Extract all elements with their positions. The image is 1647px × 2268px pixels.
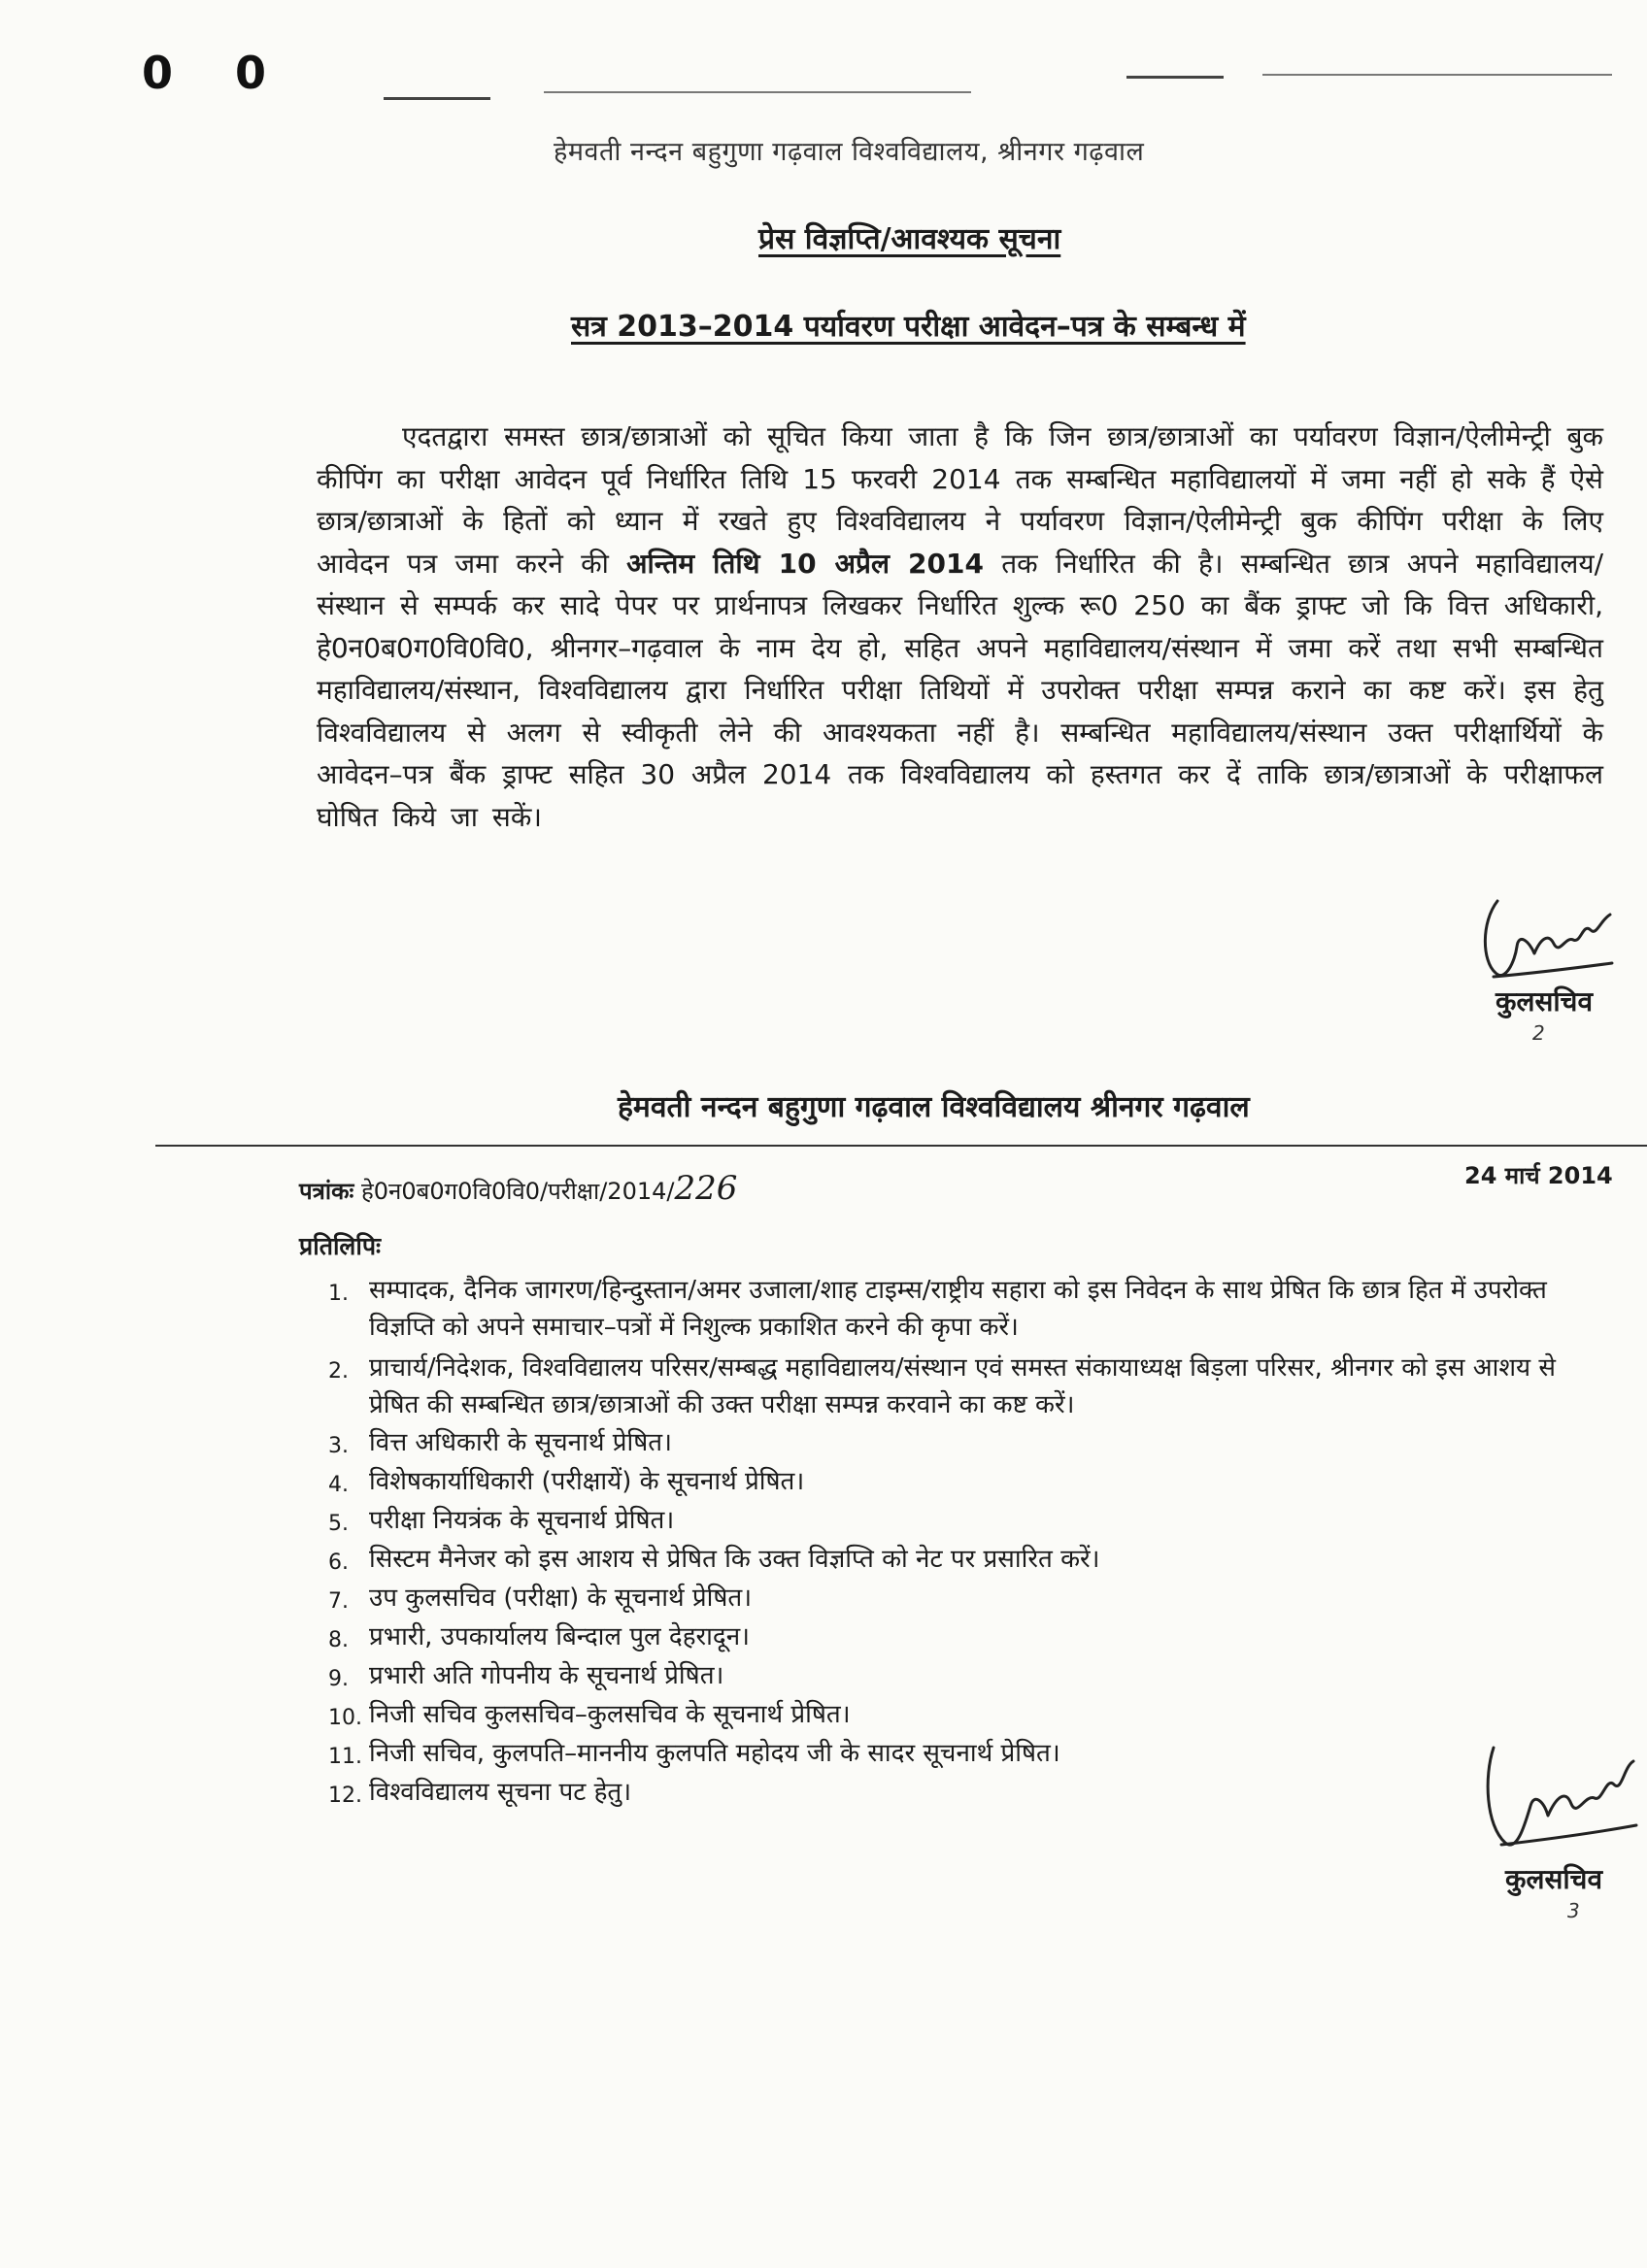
list-item xyxy=(330,1501,1612,1540)
body-text-part-2: तक निर्धारित की है। सम्बन्धित छात्र अपने महाविद्यालय/संस्थान से सम्पर्क कर सादे पेपर पर प्रार्थनापत्र लिखकर निर्धारित शुल्क रू0 250 का बैंक ड्राफ्ट जो कि वित्त अधिकारी, हे0न0ब0ग0वि0वि0, श्रीनगर–गढ़वाल के नाम देय हो, सहित अपने महाविद्यालय/संस्थान में जमा करें तथा सभी सम्बन्धित महाविद्यालय/संस्थान, विश्वविद्यालय द्वारा निर्धारित परीक्षा तिथियों में उपरोक्त परीक्षा सम्पन्न कराने का कष्ट करें। इस हेतु विश्वविद्यालय से अलग से स्वीकृती लेने की आवश्यकता नहीं है। सम्बन्धित महाविद्यालय/संस्थान उक्त परीक्षार्थियों के आवेदन–पत्र बैंक ड्राफ्ट सहित 30 अप्रैल 2014 तक विश्वविद्यालय को हस्तगत कर दें ताकि छात्र/छात्राओं के परीक्षाफल घोषित किये जा सकें। xyxy=(317,547,1604,833)
list-item-text: प्रभारी अति गोपनीय के सूचनार्थ प्रेषित। xyxy=(369,1661,724,1690)
scan-mark xyxy=(384,97,490,100)
list-item-number: 10. xyxy=(328,1706,362,1730)
reference-number-handwritten: 226 xyxy=(674,1169,738,1208)
list-item-number: 12. xyxy=(328,1784,362,1808)
list-item xyxy=(330,1579,1612,1618)
reference-line xyxy=(299,1169,737,1208)
copies-heading: प्रतिलिपिः xyxy=(299,1232,382,1260)
registrar-signature-1 xyxy=(1476,893,1622,990)
reference-label: पत्रांकः xyxy=(299,1178,354,1205)
signature-mark-1: 2 xyxy=(1532,1021,1545,1045)
reference-code: हे0न0ब0ग0वि0वि0/परीक्षा/2014/ xyxy=(361,1178,675,1205)
horizontal-rule xyxy=(155,1145,1647,1147)
list-item-text: सिस्टम मैनेजर को इस आशय से प्रेषित कि उक्त विज्ञप्ति को नेट पर प्रसारित करें। xyxy=(369,1545,1100,1574)
list-item xyxy=(330,1656,1612,1695)
list-item-number: 6. xyxy=(328,1551,349,1575)
notice-title: प्रेस विज्ञप्ति/आवश्यक सूचना xyxy=(758,222,1061,256)
list-item-text: वित्त अधिकारी के सूचनार्थ प्रेषित। xyxy=(369,1428,672,1457)
scan-mark xyxy=(1262,74,1612,76)
list-item-text: विश्वविद्यालय सूचना पट हेतु। xyxy=(369,1778,632,1807)
signature-mark-2: 3 xyxy=(1567,1899,1580,1922)
list-item xyxy=(330,1423,1612,1462)
list-item-text: निजी सचिव कुलसचिव–कुलसचिव के सूचनार्थ प्रेषित। xyxy=(369,1700,851,1729)
list-item-number: 7. xyxy=(328,1589,349,1614)
list-item xyxy=(330,1773,1612,1812)
list-item-number: 5. xyxy=(328,1512,349,1536)
list-item xyxy=(330,1350,1612,1423)
list-item xyxy=(330,1695,1612,1734)
list-item xyxy=(330,1540,1612,1579)
copies-list xyxy=(330,1272,1612,1812)
list-item-text: परीक्षा नियत्रंक के सूचनार्थ प्रेषित। xyxy=(369,1506,675,1535)
registrar-title-1: कुलसचिव xyxy=(1496,985,1594,1017)
letter-date: 24 मार्च 2014 xyxy=(1464,1162,1613,1189)
list-item xyxy=(330,1272,1612,1346)
list-item-number: 8. xyxy=(328,1628,349,1652)
notice-subject: सत्र 2013–2014 पर्यावरण परीक्षा आवेदन–पत्र के सम्बन्ध में xyxy=(571,310,1246,344)
notice-body xyxy=(317,416,1603,838)
scan-mark xyxy=(1126,76,1224,79)
list-item-text: निजी सचिव, कुलपति–माननीय कुलपति महोदय जी के सादर सूचनार्थ प्रेषित। xyxy=(369,1739,1060,1768)
university-name-footer: हेमवती नन्दन बहुगुणा गढ़वाल विश्वविद्यालय श्रीनगर गढ़वाल xyxy=(618,1090,1250,1124)
scan-mark xyxy=(544,91,971,93)
university-name-header: हेमवती नन्दन बहुगुणा गढ़वाल विश्वविद्यालय, श्रीनगर गढ़वाल xyxy=(554,137,1145,167)
list-item-text: प्रभारी, उपकार्यालय बिन्दाल पुल देहरादून। xyxy=(369,1622,750,1651)
list-item-text: विशेषकार्याधिकारी (परीक्षायें) के सूचनार्थ प्रेषित। xyxy=(369,1467,805,1496)
page-corner-number: 0 0 xyxy=(142,47,290,99)
list-item-number: 11. xyxy=(328,1745,362,1769)
list-item-number: 3. xyxy=(328,1434,349,1458)
list-item-text: प्राचार्य/निदेशक, विश्वविद्यालय परिसर/सम्बद्ध महाविद्यालय/संस्थान एवं समस्त संकायाध्यक्ष बिड़ला परिसर, श्रीनगर को इस आशय से प्रेषित की सम्बन्धित छात्र/छात्राओं की उक्त परीक्षा सम्पन्न करवाने का कष्ट करें। xyxy=(369,1353,1556,1419)
list-item-number: 2. xyxy=(328,1359,349,1384)
list-item-number: 1. xyxy=(328,1282,349,1306)
list-item-number: 9. xyxy=(328,1667,349,1691)
body-text-part-1: एदतद्वारा समस्त छात्र/छात्राओं को सूचित किया जाता है कि जिन छात्र/छात्राओं का पर्यावरण विज्ञान/ऐलीमेन्ट्री बुक कीपिंग का परीक्षा आवेदन पूर्व निर्धारित तिथि 15 फरवरी 2014 तक सम्बन्धित महाविद्यालयों में जमा नहीं हो सके हैं ऐसे छात्र/छात्राओं के हितों को ध्यान में रखते हुए विश्वविद्यालय ने पर्यावरण विज्ञान/ऐलीमेन्ट्री बुक कीपिंग परीक्षा के लिए आवेदन पत्र जमा करने की xyxy=(317,420,1603,580)
list-item xyxy=(330,1618,1612,1656)
registrar-signature-2 xyxy=(1476,1738,1641,1864)
list-item xyxy=(330,1462,1612,1501)
list-item-text: उप कुलसचिव (परीक्षा) के सूचनार्थ प्रेषित। xyxy=(369,1584,753,1613)
list-item-text: सम्पादक, दैनिक जागरण/हिन्दुस्तान/अमर उजाला/शाह टाइम्स/राष्ट्रीय सहारा को इस निवेदन के साथ प्रेषित कि छात्र हित में उपरोक्त विज्ञप्ति को अपने समाचार–पत्रों में निशुल्क प्रकाशित करने की कृपा करें। xyxy=(369,1276,1547,1342)
list-item xyxy=(330,1734,1612,1773)
registrar-title-2: कुलसचिव xyxy=(1505,1863,1603,1895)
list-item-number: 4. xyxy=(328,1473,349,1497)
body-deadline: अन्तिम तिथि 10 अप्रैल 2014 xyxy=(626,547,984,580)
